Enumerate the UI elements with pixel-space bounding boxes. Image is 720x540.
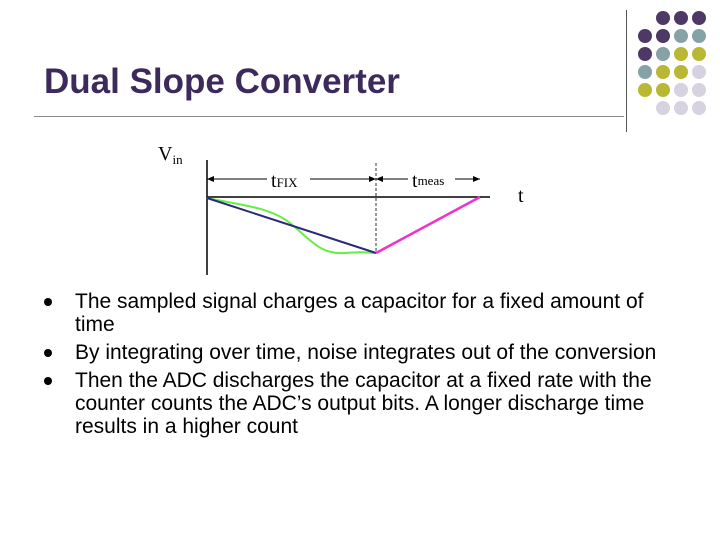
tfix-label: tFIX <box>271 170 298 192</box>
decorative-dot <box>674 65 688 79</box>
bullet-dot-icon <box>44 298 52 306</box>
bullet-text-1: The sampled signal charges a capacitor for a fixed amount of time <box>75 290 644 336</box>
decorative-dot <box>692 11 706 25</box>
decorative-dot <box>656 29 670 43</box>
tmeas-arrowhead-left <box>376 176 383 182</box>
bullet-dot-icon <box>44 377 52 385</box>
decorative-dot <box>656 101 670 115</box>
vertical-divider <box>626 10 627 132</box>
decorative-dot <box>656 65 670 79</box>
bullet-item-2 <box>44 341 684 364</box>
bullet-list <box>44 290 684 443</box>
decorative-dot <box>656 83 670 97</box>
tfix-arrowhead-right <box>369 176 376 182</box>
slide-title: Dual Slope Converter <box>44 62 400 101</box>
decorative-dot <box>692 65 706 79</box>
decorative-dot <box>674 101 688 115</box>
decorative-dot <box>692 101 706 115</box>
decorative-dot <box>656 47 670 61</box>
tfix-arrowhead-left <box>207 176 214 182</box>
decorative-dot <box>638 83 652 97</box>
dual-slope-diagram <box>150 135 550 285</box>
decorative-dot <box>692 83 706 97</box>
t-axis-label: t <box>518 185 524 207</box>
decorative-dot <box>674 11 688 25</box>
decorative-dot <box>638 65 652 79</box>
decorative-dot <box>656 11 670 25</box>
decorative-dot <box>638 47 652 61</box>
bullet-item-3 <box>44 369 684 438</box>
bullet-dot-icon <box>44 349 52 357</box>
decorative-dot <box>692 29 706 43</box>
tmeas-label: tmeas <box>412 170 445 192</box>
charge-ramp <box>207 198 376 253</box>
decorative-dot <box>674 83 688 97</box>
decorative-dot <box>638 29 652 43</box>
tmeas-arrowhead-right <box>473 176 480 182</box>
bullet-text-3: Then the ADC discharges the capacitor at a fixed rate with the counter counts the ADC’s output bits. A longer discharge time results in a higher count <box>75 369 652 438</box>
decorative-dot <box>674 47 688 61</box>
decorative-dot <box>674 29 688 43</box>
bullet-text-2: By integrating over time, noise integrates out of the conversion <box>75 341 657 364</box>
vin-label: $V_{in}$ <box>158 143 183 167</box>
bullet-item-1 <box>44 290 684 336</box>
discharge-ramp <box>376 197 480 253</box>
title-underline <box>34 116 624 117</box>
decorative-dot <box>692 47 706 61</box>
